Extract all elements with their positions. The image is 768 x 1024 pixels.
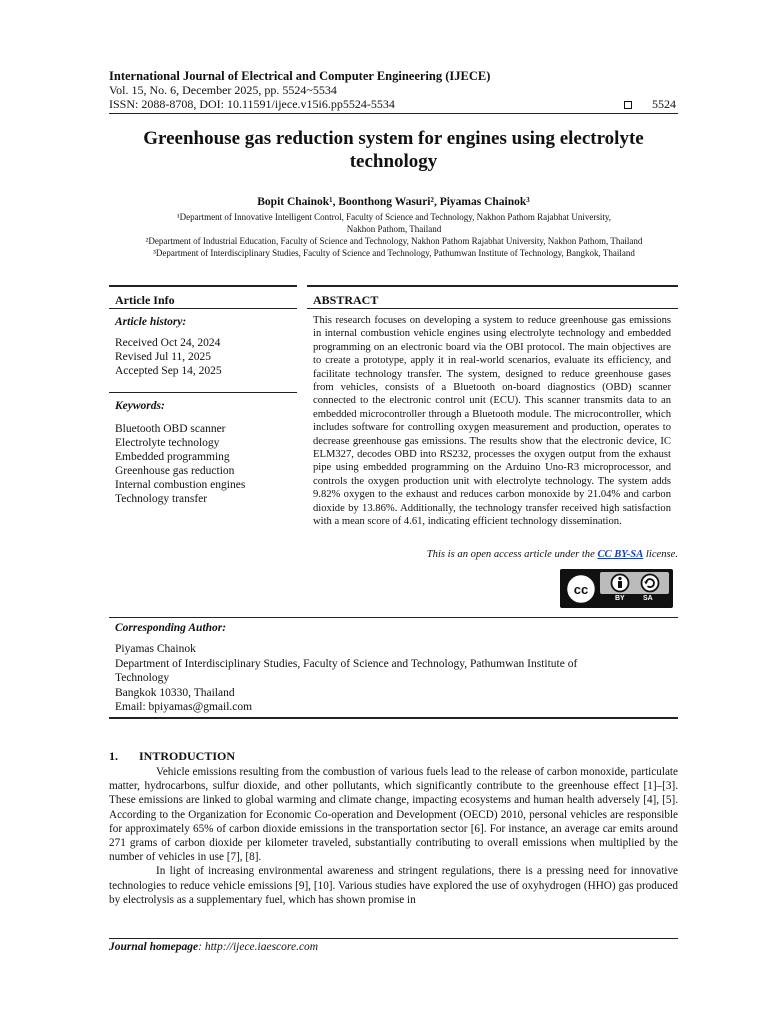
license-statement [427,549,678,560]
page-number-block [624,97,676,112]
homepage-url[interactable]: : http://ijece.iaescore.com [198,941,319,953]
badge-by-label: BY [615,595,625,602]
history-revised: Revised Jul 11, 2025 [115,351,212,363]
affiliation-line: ²Department of Industrial Education, Faculty of Science and Technology, Nakhon Pathom Rajabhat University, Nakhon Pathom, Thailand [145,236,643,246]
svg-text:cc: cc [573,582,589,597]
introduction-paragraph-1: Vehicle emissions resulting from the combustion of various fuels lead to the release of carbon monoxide, particulate matter, hydrocarbons, sulfur dioxide, and other pollutants, which significantly contribute to the greenhouse effect [1]–[3]. These emissions are linked to global warming and climate change, impacting ecosystems and human health adversely [4], [5]. According to the Organization for Economic Co-operation and Development (OECD) 2010, personal vehicles are responsible for approximately 65% of carbon dioxide emissions in the transportation sector [6]. For instance, an average car emits around 271 grams of carbon dioxide per kilometer traveled, substantially contributing to overall emissions when multiplied by the number of vehicles in use [7], [8]. [109,766,678,864]
section-number: 1. [109,749,118,763]
affiliation-line: ³Department of Interdisciplinary Studies, Faculty of Science and Technology, Pathumwan Institute of Technology, Bangkok, Thailand [153,248,635,258]
paper-title-line-2: technology [349,151,438,172]
affiliation-line: Nakhon Pathom, Thailand [346,224,442,234]
abstract-top-rule [307,285,678,287]
cc-icon [564,572,598,606]
keyword-item: Bluetooth OBD scanner [115,423,226,435]
page-number: 5524 [652,97,676,111]
corresponding-name: Piyamas Chainok [115,643,196,655]
homepage-label: Journal homepage [109,941,199,953]
license-suffix: license. [643,549,678,560]
history-received: Received Oct 24, 2024 [115,337,221,349]
share-alike-icon [640,573,660,593]
journal-homepage [109,941,318,953]
journal-volume: Vol. 15, No. 6, December 2025, pp. 5524~5534 [109,83,337,97]
license-prefix: This is an open access article under the [426,549,598,560]
corresponding-heading: Corresponding Author: [115,622,227,634]
article-history [115,336,222,378]
keyword-item: Internal combustion engines [115,479,246,491]
square-icon [624,101,632,109]
corresponding-email: Email: bpiyamas@gmail.com [115,701,253,713]
article-history-heading: Article history: [115,316,187,328]
keywords-divider [109,392,297,393]
keyword-item: Embedded programming [115,451,230,463]
corresponding-details [115,642,577,715]
article-info-top-rule [109,285,297,287]
keyword-list [115,422,245,506]
cc-icon-strip [600,572,669,594]
keyword-item: Greenhouse gas reduction [115,465,235,477]
footer-divider [109,938,678,939]
badge-sa-label: SA [643,595,653,602]
attribution-icon [610,573,630,593]
history-accepted: Accepted Sep 14, 2025 [115,365,222,377]
corresponding-department: Department of Interdisciplinary Studies, Faculty of Science and Technology, Pathumwan Institute of [115,657,578,670]
abstract-heading: ABSTRACT [313,293,379,307]
article-info-divider [109,308,297,309]
affiliation-line: ¹Department of Innovative Intelligent Control, Faculty of Science and Technology, Nakhon Pathom Rajabhat University, [176,212,612,222]
abstract-divider [307,308,678,309]
journal-name: International Journal of Electrical and Computer Engineering (IJECE) [109,69,491,83]
paper-title [109,127,678,173]
corresponding-top-rule [109,617,678,618]
introduction-heading [109,749,235,764]
author-list: Bopit Chainok¹, Boonthong Wasuri², Piyamas Chainok³ [257,196,530,208]
corresponding-institute: Technology [115,672,170,684]
article-info-heading: Article Info [115,293,175,307]
journal-issn-doi: ISSN: 2088-8708, DOI: 10.11591/ijece.v15i6.pp5524-5534 [109,97,395,111]
license-link[interactable]: CC BY-SA [597,549,644,560]
abstract-body: This research focuses on developing a system to reduce greenhouse gas emissions in internal combustion vehicle engines using electrolyte technology and embedded programming on an electronic board via the OBI protocol. The main objectives are to create a prototype, apply it in real-world scenarios, evaluate its efficiency, and facilitate technology transfer. The system, designed to reduce greenhouse gases from vehicles, consists of a Bluetooth on-board diagnostics (OBD) scanner connected to the electronic control unit (ECU). This scanner transmits data to an embedded microcontroller through a Bluetooth module. The microcontroller, which includes software for controlling oxygen measurement and production, operates to decrease greenhouse gas emissions. The results show that the electronic device, IC ELM327, decodes OBD into RS232, processes the oxygen output from the exhaust pipe using embedded programming on the Arduino Uno-R3 microprocessor, and controls the oxygen production unit with electrolyte technology. The system adds 9.82% oxygen to the exhaust and reduces carbon monoxide by 21.04% and carbon dioxide by 13.86%. Additionally, the technology transfer received high satisfaction with a mean score of 4.61, indicating efficient technology dissemination. [313,315,671,528]
introduction-paragraph-2: In light of increasing environmental awareness and stringent regulations, there is a pressing need for innovative technologies to reduce vehicle emissions [9], [10]. Various studies have explored the use of oxyhydrogen (HHO) gas produced by electrolysis as a supplementary fuel, which has shown promise in [109,865,678,906]
corresponding-address: Bangkok 10330, Thailand [115,686,235,699]
affiliations [100,211,688,259]
keyword-item: Technology transfer [115,493,208,505]
keyword-item: Electrolyte technology [115,437,220,449]
paper-title-line-1: Greenhouse gas reduction system for engines using electrolyte [143,128,644,149]
keywords-heading: Keywords: [115,400,165,412]
corresponding-bottom-rule [109,717,678,719]
section-title: INTRODUCTION [139,749,236,763]
cc-by-sa-badge[interactable] [560,569,673,608]
header-divider [109,113,678,114]
introduction-body [109,765,678,907]
